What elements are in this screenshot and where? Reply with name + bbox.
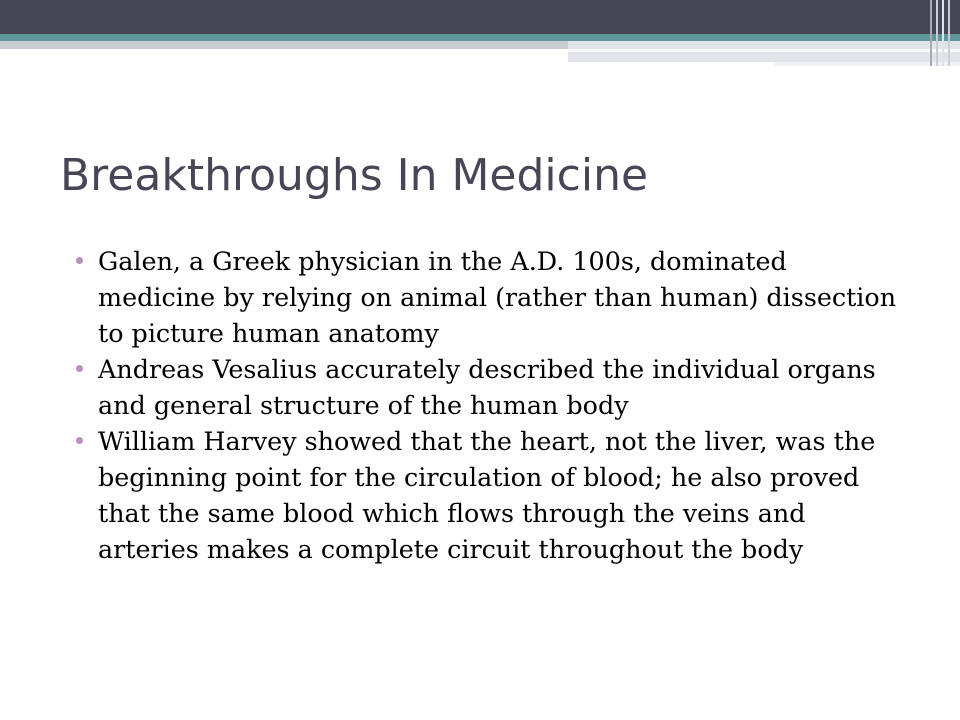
- header-light-fade: [775, 62, 960, 66]
- bullet-text: Andreas Vesalius accurately described the individual organs and general structure of the human body: [98, 354, 876, 420]
- bullet-list: [74, 243, 904, 567]
- header-gray-step-bar: [568, 41, 960, 49]
- bullet-text: Galen, a Greek physician in the A.D. 100s, dominated medicine by relying on animal (rather than human) dissection to picture human anatomy: [98, 246, 897, 348]
- header-dark-bar: [0, 0, 960, 34]
- header-teal-bar: [0, 34, 960, 41]
- bullet-dot-icon: [76, 437, 83, 444]
- header-light-bar: [568, 52, 960, 62]
- bullet-item: [74, 351, 904, 423]
- header-gray-bar: [0, 41, 568, 49]
- header-vertical-stripe: [936, 0, 938, 66]
- bullet-dot-icon: [76, 257, 83, 264]
- header-vertical-stripe: [930, 0, 932, 66]
- bullet-text: William Harvey showed that the heart, not the liver, was the beginning point for the circulation of blood; he also proved that the same blood which flows through the veins and arteries makes a complete circuit throughout the body: [98, 426, 876, 564]
- header-vertical-stripe: [948, 0, 950, 66]
- bullet-item: [74, 243, 904, 351]
- slide-title: Breakthroughs In Medicine: [60, 150, 649, 201]
- header-vertical-stripe: [942, 0, 944, 66]
- bullet-item: [74, 423, 904, 567]
- bullet-dot-icon: [76, 365, 83, 372]
